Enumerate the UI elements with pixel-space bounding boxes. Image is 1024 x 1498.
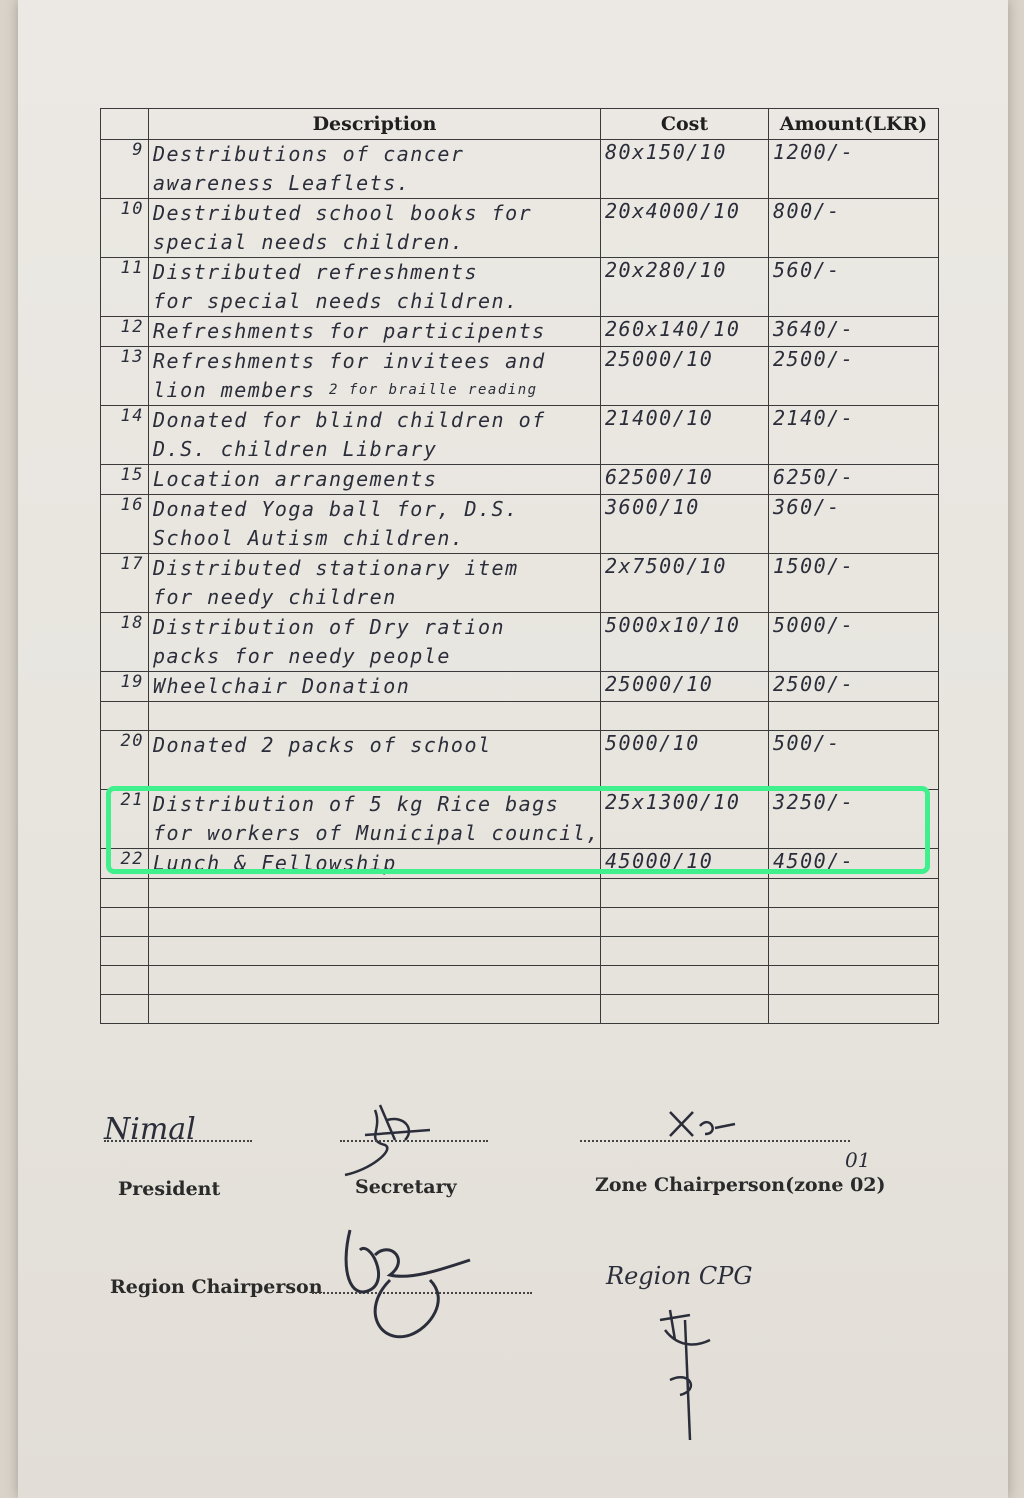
row-description: Donated for blind children of D.S. children Library <box>149 406 601 465</box>
header-cost: Cost <box>601 109 769 140</box>
row-amount: 5000/- <box>769 613 939 672</box>
region-chairperson-label: Region Chairperson <box>110 1276 323 1298</box>
row-description: Location arrangements <box>149 465 601 495</box>
row-description: Destributed school books for special needs children. <box>149 199 601 258</box>
row-cost: 5000/10 <box>601 731 769 790</box>
table-row <box>101 406 939 465</box>
row-cost: 20x280/10 <box>601 258 769 317</box>
zone-chairperson-signature <box>665 1104 745 1144</box>
row-description: Destributions of cancer awareness Leaflets. <box>149 140 601 199</box>
inserted-note: 2 for braille reading <box>329 382 538 398</box>
header-no <box>101 109 149 140</box>
row-amount: 800/- <box>769 199 939 258</box>
row-number: 10 <box>101 199 149 258</box>
table-row-empty <box>101 937 939 966</box>
expense-table <box>100 108 939 1024</box>
highlight-box <box>106 786 930 874</box>
row-amount: 3250/- <box>769 790 939 849</box>
president-sig-line <box>104 1140 252 1142</box>
row-number: 9 <box>101 140 149 199</box>
row-cost: 45000/10 <box>601 849 769 879</box>
row-description: Lunch & Fellowship <box>149 849 601 879</box>
row-amount: 4500/- <box>769 849 939 879</box>
row-number: 21 <box>101 790 149 849</box>
row-cost: 25000/10 <box>601 347 769 406</box>
header-amount: Amount(LKR) <box>769 109 939 140</box>
row-cost: 20x4000/10 <box>601 199 769 258</box>
row-cost: 62500/10 <box>601 465 769 495</box>
row-description: Refreshments for participents <box>149 317 601 347</box>
row-description: Distribution of 5 kg Rice bags for workers of Municipal council, <box>149 790 601 849</box>
zone-sig-line <box>580 1140 850 1142</box>
row-description: Distributed stationary item for needy children <box>149 554 601 613</box>
table-row <box>101 317 939 347</box>
row-amount: 3640/- <box>769 317 939 347</box>
table-row <box>101 495 939 554</box>
row-description: Refreshments for invitees and lion members $^{2 for braille reading}$ <box>149 347 601 406</box>
row-amount: 6250/- <box>769 465 939 495</box>
row-cost: 3600/10 <box>601 495 769 554</box>
row-cost: 260x140/10 <box>601 317 769 347</box>
row-amount: 500/- <box>769 731 939 790</box>
row-number: 14 <box>101 406 149 465</box>
table-row-empty <box>101 966 939 995</box>
zone-chairperson-label: Zone Chairperson(zone 02) <box>595 1174 886 1196</box>
row-number: 16 <box>101 495 149 554</box>
row-number: 17 <box>101 554 149 613</box>
row-number: 19 <box>101 672 149 702</box>
zone-correction: 01 <box>845 1148 871 1172</box>
region-note-signature <box>650 1300 730 1450</box>
row-cost: 25000/10 <box>601 672 769 702</box>
table-row-empty <box>101 908 939 937</box>
table-row <box>101 613 939 672</box>
table-row <box>101 554 939 613</box>
table-row <box>101 731 939 790</box>
row-cost: 2x7500/10 <box>601 554 769 613</box>
table-row <box>101 465 939 495</box>
table-header-row <box>101 109 939 140</box>
row-amount: 2140/- <box>769 406 939 465</box>
secretary-sig-line <box>340 1140 488 1142</box>
row-cost: 21400/10 <box>601 406 769 465</box>
table-row <box>101 140 939 199</box>
secretary-label: Secretary <box>355 1176 457 1198</box>
row-amount: 360/- <box>769 495 939 554</box>
row-number: 18 <box>101 613 149 672</box>
row-description: Wheelchair Donation <box>149 672 601 702</box>
row-description: Donated Yoga ball for, D.S. School Autism children. <box>149 495 601 554</box>
row-cost: 80x150/10 <box>601 140 769 199</box>
row-number: 12 <box>101 317 149 347</box>
table-row <box>101 672 939 702</box>
table-row-empty <box>101 879 939 908</box>
table-row <box>101 199 939 258</box>
region-note: Region CPG <box>606 1262 753 1290</box>
row-number: 22 <box>101 849 149 879</box>
table-row-empty <box>101 702 939 731</box>
row-number: 15 <box>101 465 149 495</box>
table-row <box>101 258 939 317</box>
row-description: Distribution of Dry ration packs for needy people <box>149 613 601 672</box>
table-row-empty <box>101 995 939 1024</box>
row-amount: 2500/- <box>769 347 939 406</box>
row-amount: 1500/- <box>769 554 939 613</box>
row-number: 13 <box>101 347 149 406</box>
row-amount: 2500/- <box>769 672 939 702</box>
table-row <box>101 347 939 406</box>
row-number: 11 <box>101 258 149 317</box>
row-description: Distributed refreshments for special needs children. <box>149 258 601 317</box>
row-number: 20 <box>101 731 149 790</box>
row-cost: 25x1300/10 <box>601 790 769 849</box>
president-label: President <box>118 1178 221 1200</box>
president-signature: Nimal <box>104 1112 196 1147</box>
row-amount: 560/- <box>769 258 939 317</box>
row-cost: 5000x10/10 <box>601 613 769 672</box>
row-description: Donated 2 packs of school <box>149 731 601 790</box>
row-amount: 1200/- <box>769 140 939 199</box>
header-description: Description <box>149 109 601 140</box>
region-chairperson-signature <box>330 1220 510 1350</box>
